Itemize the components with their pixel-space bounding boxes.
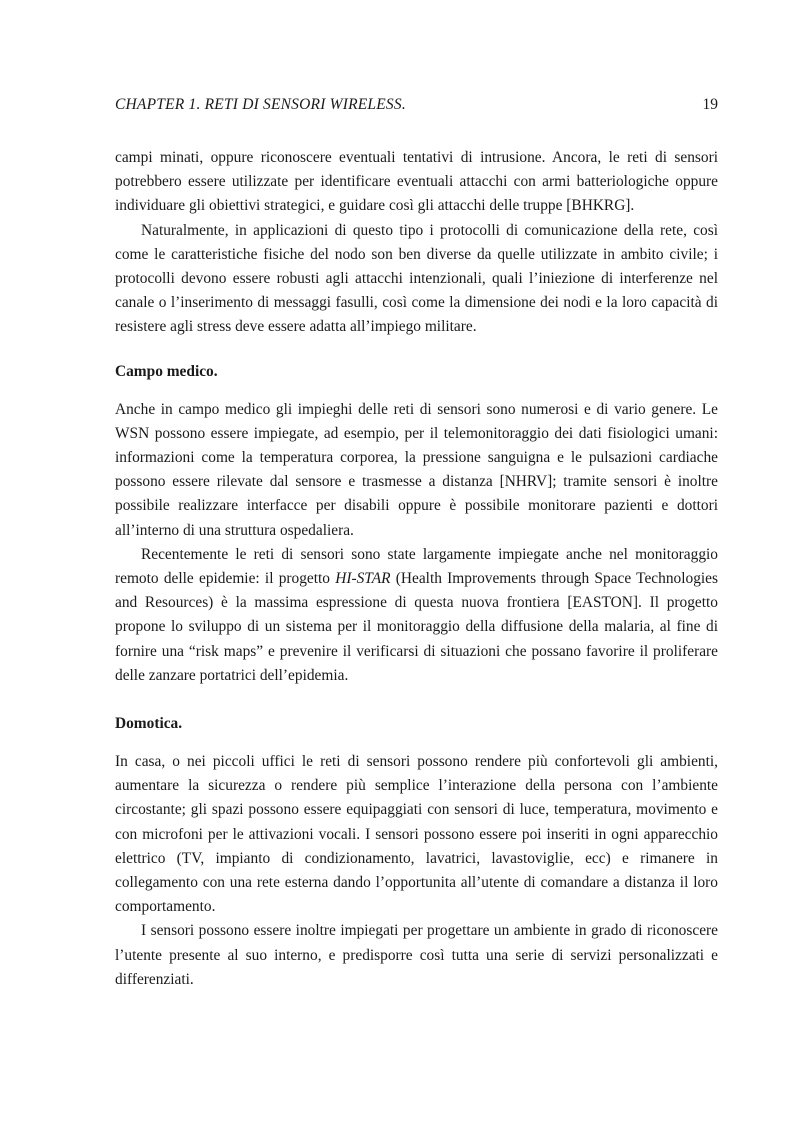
text-span: (Health Improvements through Space Technologies and Resources) è la massima espressione di questa nuova frontiera [EASTON]. Il progetto propone lo sviluppo di un sistema per il monitoraggio della diffusione della malaria, al fine di fornire una “risk maps” e prevenire il verificarsi di situazioni che possano favorire il proliferare delle zanzare portatrici dell’epidemia. — [115, 570, 718, 684]
chapter-title: CHAPTER 1. RETI DI SENSORI WIRELESS. — [115, 96, 406, 113]
paragraph: Anche in campo medico gli impieghi delle reti di sensori sono numerosi e di vario genere. Le WSN possono essere impiegate, ad esempio, per il telemonitoraggio dei dati fisiologici umani: informazioni come la temperatura corporea, la pressione sanguigna e le pulsazioni cardiache possono essere rilevate dal sensore e trasmesse a distanza [NHRV]; tramite sensori è inoltre possibile realizzare interfacce per disabili oppure è possibile monitorare pazienti e dottori all’interno di una struttura ospedaliera. — [115, 400, 718, 539]
paragraph — [115, 543, 718, 688]
page-number: 19 — [702, 96, 718, 113]
project-name: HI-STAR — [335, 570, 391, 588]
paragraph: campi minati, oppure riconoscere eventuali tentativi di intrusione. Ancora, le reti di sensori potrebbero essere utilizzate per identificare eventuali attacchi con armi batteriologiche oppure individuare gli obiettivi strategici, e guidare così gli attacchi delle truppe [BHKRG]. — [115, 149, 718, 215]
page — [115, 96, 718, 992]
section-heading-domotica: Domotica. — [115, 715, 183, 733]
text-span: Recentemente le reti di sensori sono state largamente impiegate anche nel monitoraggio remoto delle epidemie: il progetto — [115, 545, 718, 588]
paragraph: Naturalmente, in applicazioni di questo tipo i protocolli di comunicazione della rete, così come le caratteristiche fisiche del nodo son ben diverse da quelle utilizzate in ambito civile; i protocolli devono essere robusti agli attacchi intenzionali, quali l’iniezione di interferenze nel canale o l’inserimento di messaggi fasulli, così come la dimensione dei nodi e la loro capacità di resistere agli stress deve essere adatta all’impiego militare. — [115, 221, 718, 336]
running-head — [115, 96, 718, 114]
section-heading-medico: Campo medico. — [115, 362, 218, 380]
body-text — [115, 146, 718, 992]
paragraph: I sensori possono essere inoltre impiegati per progettare un ambiente in grado di riconoscere l’utente presente al suo interno, e predisporre così tutta una serie di servizi personalizzati e differenziati. — [115, 922, 718, 988]
paragraph: In casa, o nei piccoli uffici le reti di sensori possono rendere più confortevoli gli ambienti, aumentare la sicurezza o rendere più semplice l’interazione della persona con l’ambiente circostante; gli spazi possono essere equipaggiati con sensori di luce, temperatura, movimento e con microfoni per le attivazioni vocali. I sensori possono essere poi inseriti in ogni apparecchio elettrico (TV, impianto di condizionamento, lavatrici, lavastoviglie, ecc) e rimanere in collegamento con una rete esterna dando l’opportunita all’utente di comandare a distanza il loro comportamento. — [115, 753, 718, 916]
